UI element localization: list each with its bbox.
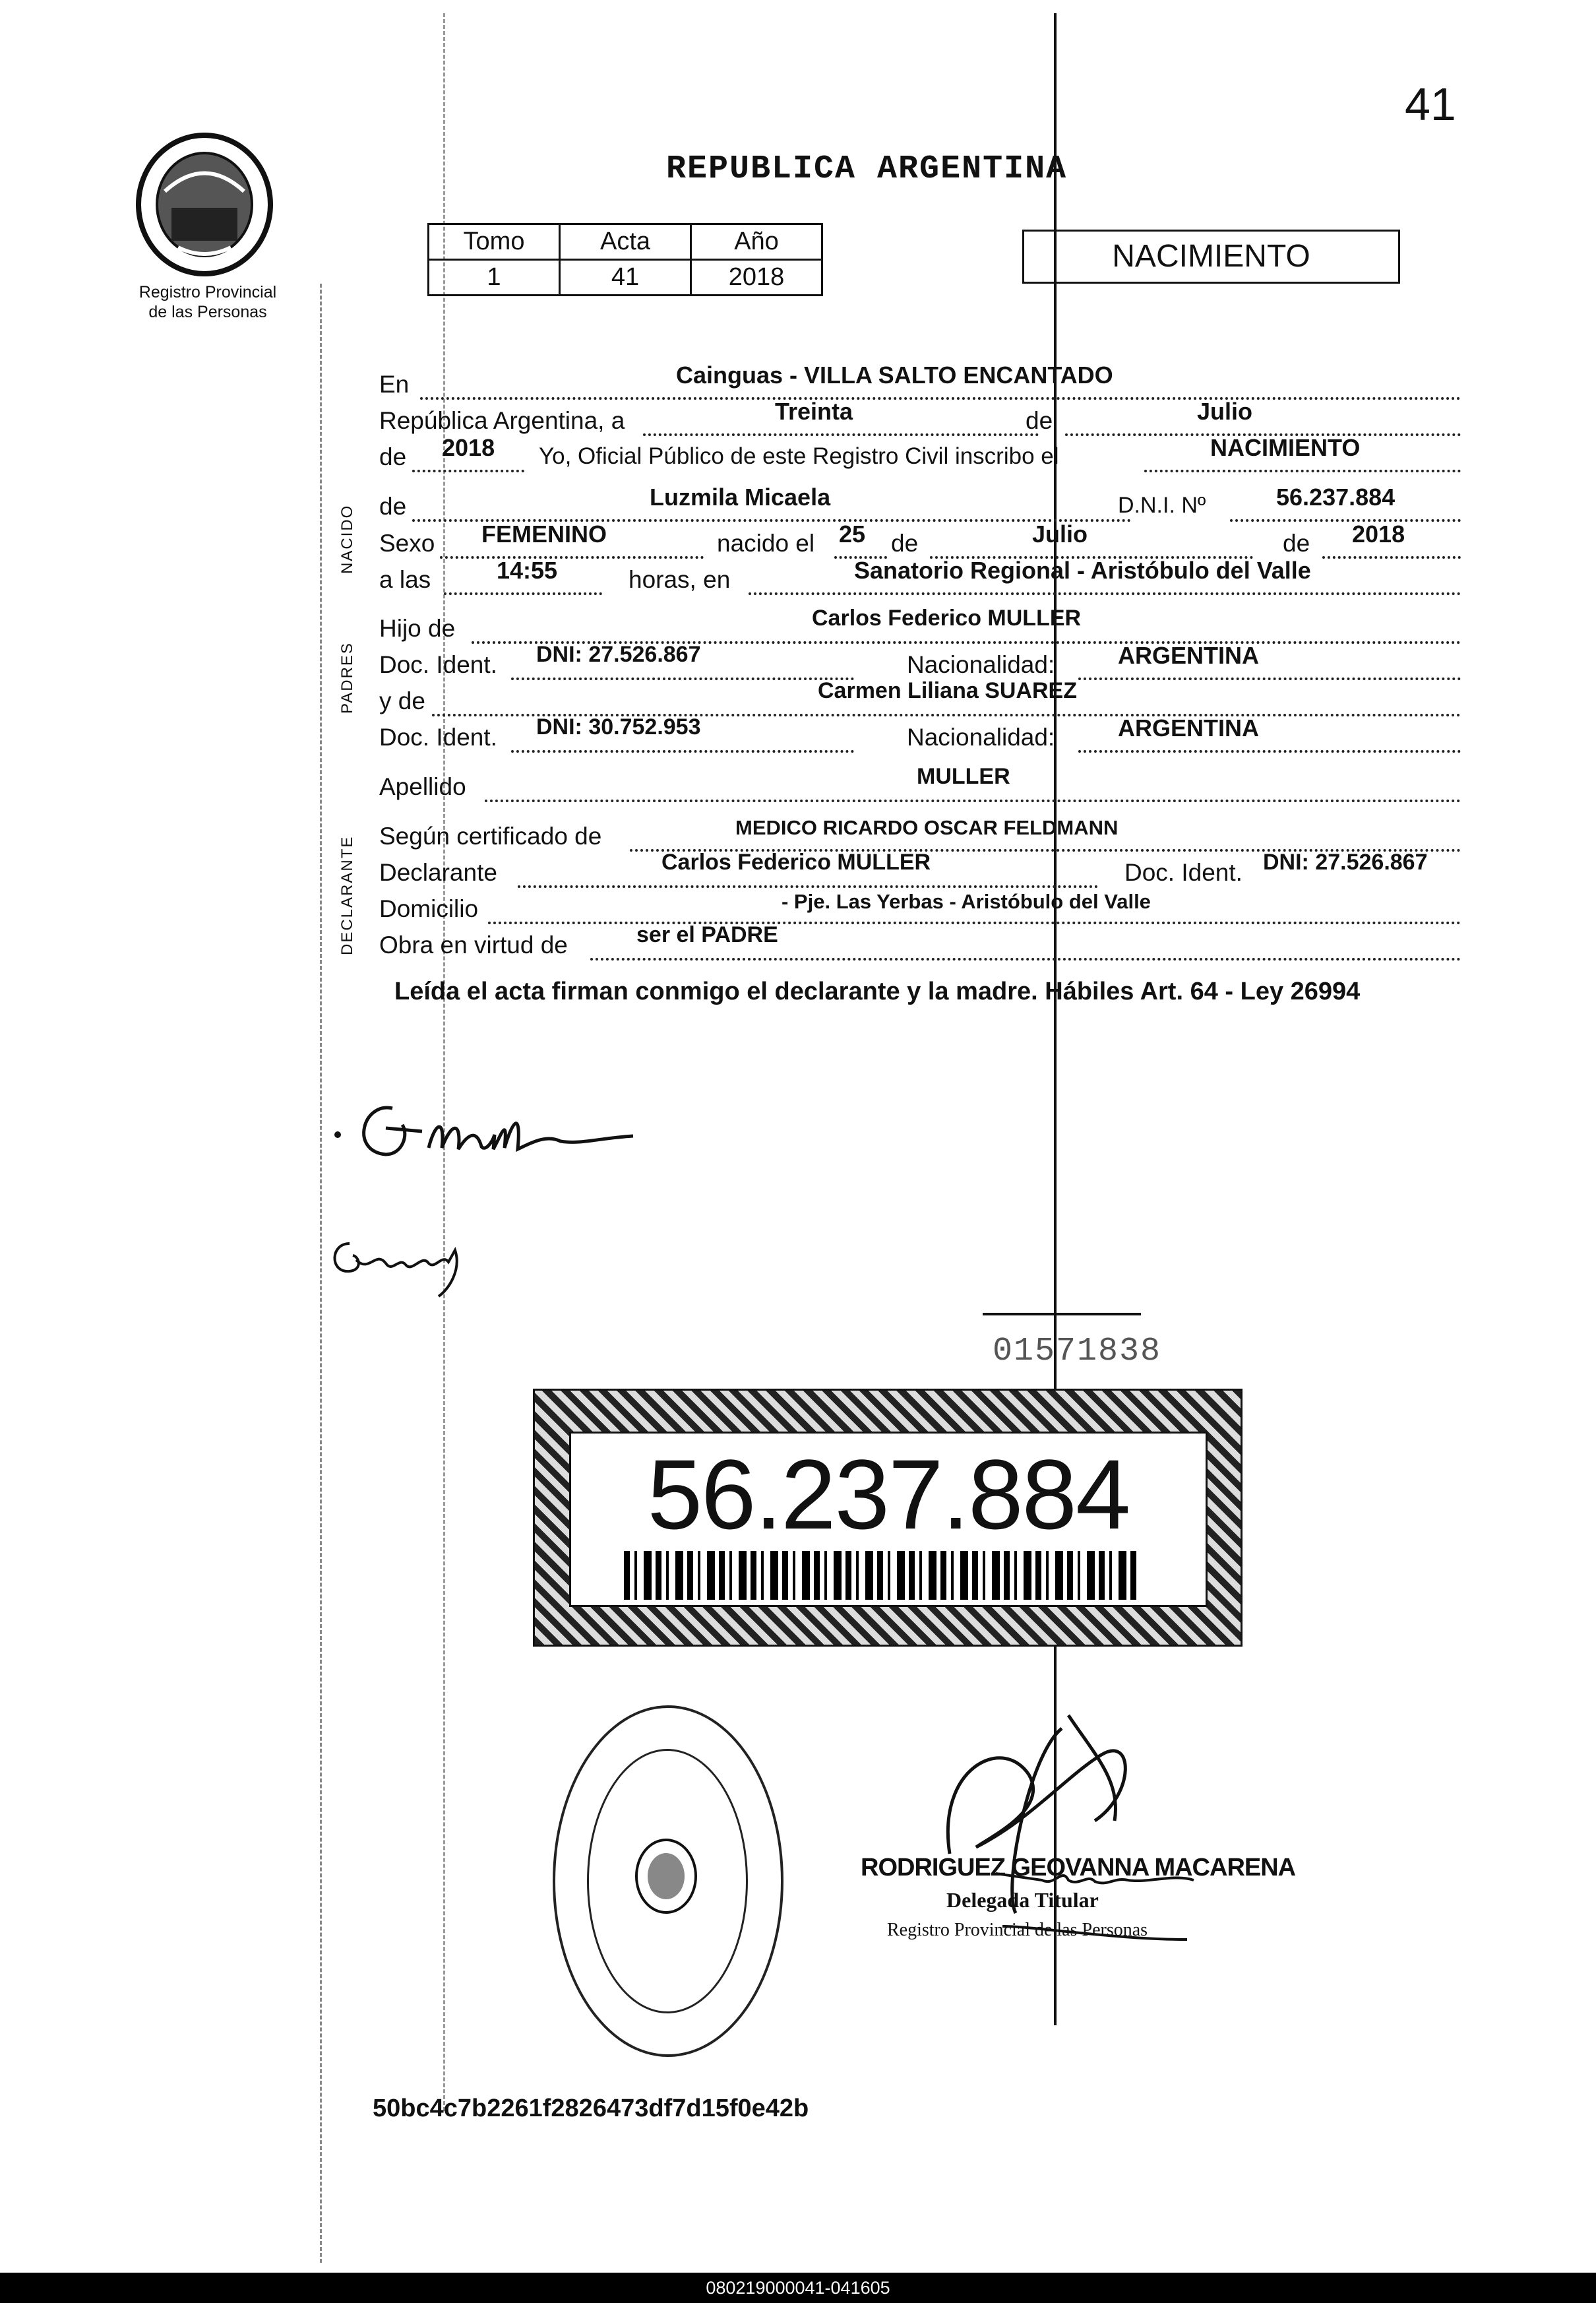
dni-card	[533, 1389, 1243, 1647]
sexo-value: FEMENINO	[481, 521, 607, 548]
officer-name: RODRIGUEZ GEOVANNA MACARENA	[861, 1854, 1296, 1881]
left-margin-line	[320, 284, 322, 2263]
doc-label: Doc. Ident.	[379, 651, 497, 678]
col-tomo: Tomo	[429, 224, 560, 260]
mother-nat-value: ARGENTINA	[1118, 714, 1259, 741]
officer-office: Registro Provincial de las Personas	[887, 1920, 1148, 1940]
nacionalidad-label-2: Nacionalidad:	[907, 724, 1055, 751]
father-signature	[323, 1088, 679, 1174]
place-value: Cainguas - VILLA SALTO ENCANTADO	[676, 362, 1113, 389]
father-doc-value: DNI: 27.526.867	[536, 642, 701, 667]
row-apellido	[379, 764, 1461, 810]
sexo-label: Sexo	[379, 530, 435, 557]
row-year	[379, 434, 1461, 480]
provincial-seal	[125, 129, 284, 280]
nacionalidad-label: Nacionalidad:	[907, 651, 1055, 678]
father-value: Carlos Federico MULLER	[812, 606, 1082, 631]
col-anio: Año	[691, 224, 822, 260]
label-nacido: NACIDO	[338, 504, 356, 574]
row-mother-doc	[379, 714, 1461, 761]
mother-signature	[323, 1224, 495, 1303]
act-kind-value: NACIMIENTO	[1210, 434, 1361, 461]
registry-name-line2: de las Personas	[148, 303, 267, 321]
row-domicilio	[379, 890, 1461, 932]
nacido-label: nacido el	[717, 530, 815, 557]
anio-value: 2018	[691, 260, 822, 296]
day-words-value: Treinta	[775, 398, 853, 425]
reference-table	[427, 223, 823, 296]
stamp-emblem	[627, 1830, 706, 1922]
registry-stamp	[553, 1705, 783, 2057]
dni-value: 56.237.884	[1276, 484, 1396, 511]
de-label-2: de	[379, 443, 407, 470]
barcode	[624, 1551, 1138, 1600]
closing-statement: Leída el acta firman conmigo el declarante y la madre. Hábiles Art. 64 - Ley 26994	[394, 978, 1361, 1005]
obra-value: ser el PADRE	[636, 922, 778, 947]
obra-label: Obra en virtud de	[379, 931, 568, 959]
label-declarante: DECLARANTE	[338, 835, 356, 955]
domicilio-label: Domicilio	[379, 895, 479, 922]
officer-role: Delegada Titular	[946, 1888, 1099, 1912]
de-label-5: de	[1283, 530, 1310, 557]
inscribo-label: Yo, Oficial Público de este Registro Civil inscribo el	[539, 443, 1059, 469]
declarante-value: Carlos Federico MULLER	[661, 850, 931, 875]
time-value: 14:55	[497, 557, 558, 584]
name-value: Luzmila Micaela	[650, 484, 831, 511]
registry-name	[99, 282, 317, 322]
mother-value: Carmen Liliana SUAREZ	[818, 678, 1077, 703]
row-obra	[379, 922, 1461, 968]
de-label-4: de	[891, 530, 919, 557]
republica-label: República Argentina, a	[379, 407, 625, 434]
col-acta: Acta	[560, 224, 691, 260]
alas-label: a las	[379, 566, 431, 593]
dni-label: D.N.I. Nº	[1118, 493, 1206, 518]
father-nat-value: ARGENTINA	[1118, 642, 1259, 669]
year-value: 2018	[442, 434, 495, 461]
dni-card-number: 56.237.884	[647, 1439, 1130, 1550]
birth-day-value: 25	[839, 521, 866, 548]
tomo-value: 1	[429, 260, 560, 296]
apellido-label: Apellido	[379, 773, 466, 800]
doc-label-3: Doc. Ident.	[1124, 859, 1243, 886]
page-number: 41	[1405, 79, 1456, 130]
horas-label: horas, en	[629, 566, 731, 593]
acta-value: 41	[560, 260, 691, 296]
domicilio-value: - Pje. Las Yerbas - Aristóbulo del Valle	[782, 890, 1151, 913]
birth-year-value: 2018	[1352, 521, 1405, 548]
de-label-3: de	[379, 493, 407, 520]
de-label: de	[1026, 407, 1053, 434]
certificado-value: MEDICO RICARDO OSCAR FELDMANN	[735, 816, 1119, 839]
apellido-value: MULLER	[917, 764, 1010, 789]
row-en	[379, 362, 1461, 408]
footer-code: 080219000041-041605	[0, 2273, 1596, 2303]
birth-place-value: Sanatorio Regional - Aristóbulo del Valle	[854, 557, 1311, 584]
serial-underline	[983, 1313, 1141, 1315]
document-title: REPUBLICA ARGENTINA	[666, 150, 1068, 188]
birth-month-value: Julio	[1032, 521, 1088, 548]
act-kind-box: NACIMIENTO	[1022, 230, 1400, 284]
row-alas	[379, 557, 1461, 603]
doc-label-2: Doc. Ident.	[379, 724, 497, 751]
registry-name-line1: Registro Provincial	[138, 283, 277, 301]
declarante-label: Declarante	[379, 859, 497, 886]
hijo-label: Hijo de	[379, 615, 456, 642]
dni-card-inner	[569, 1432, 1208, 1607]
en-label: En	[379, 371, 410, 398]
label-padres: PADRES	[338, 642, 356, 714]
mother-doc-value: DNI: 30.752.953	[536, 714, 701, 740]
month-value: Julio	[1197, 398, 1253, 425]
serial-number: 01571838	[993, 1333, 1162, 1370]
segun-label: Según certificado de	[379, 823, 602, 850]
yde-label: y de	[379, 687, 425, 714]
center-fold-line	[443, 13, 445, 2111]
reference-value-row	[429, 260, 822, 296]
reference-header-row	[429, 224, 822, 260]
document-hash: 50bc4c7b2261f2826473df7d15f0e42b	[373, 2095, 809, 2122]
declarante-doc-value: DNI: 27.526.867	[1263, 850, 1428, 875]
